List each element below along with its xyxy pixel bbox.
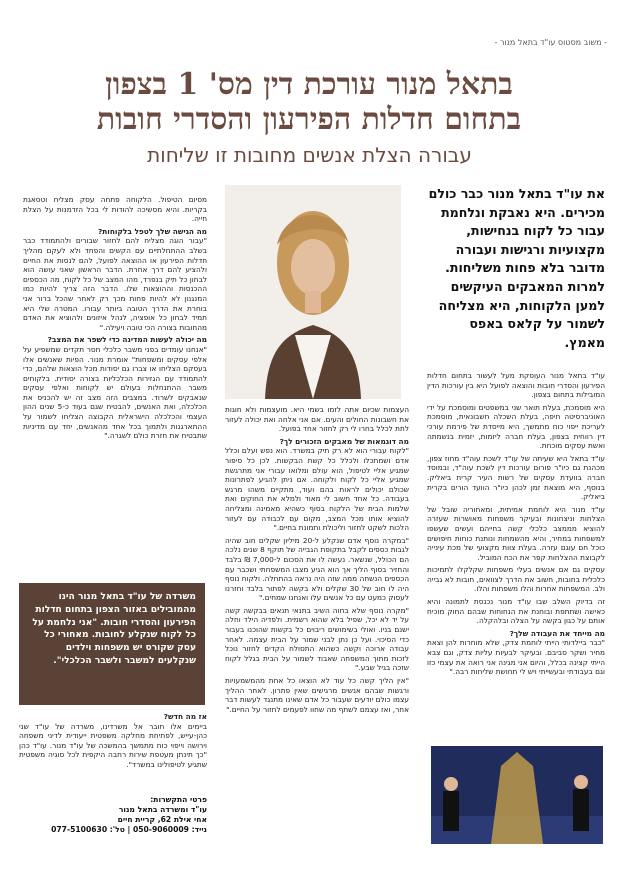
- paragraph: עו"ד מנור היא לוחמת אמיתית, ומאחוריה שובל של הצלחות וניצחונות ובעיקר משפחות מאושרות שעזרה להוציא מממצב כלכלי קשה בחייהם ועשים שעשפו למשפחות במחיר, והיא מהשמחות ונותנת כוחות חיפושים כוכל חם עוגם עזרה. בעלת צוות מקצועי של מכת עינייה לקבוצת ההצלחות קפר את הכח המוביל.: [427, 504, 605, 562]
- paragraph: עו"ד בתאל היא שעיתה של עו"ד לשכת עוה"ד מחוז צפון, מכהנת גם כיו"ר פורום עורכות דין לשכת עוה"ד, ובמוסד חברה בוועדת עסקים של רשות העיר קרית ביאליק. בנוסף, היא מוצאת זמן לכהן כיו"ר הוועד הורים בקרית ביאליק.: [427, 453, 605, 502]
- contact-phones: נייד: 050-9060009 | טל': 077-5100630: [51, 825, 207, 834]
- headline-line-1: בתאל מנור עורכת דין מס' 1 בצפון: [105, 67, 513, 102]
- contact-label: פרטי התקשרות:: [150, 795, 207, 804]
- column-left: [23, 195, 207, 441]
- page-kicker: - משוב מסטוס עו"ד בתאל מנור -: [494, 38, 607, 47]
- portrait-photo: [225, 185, 401, 399]
- section-heading: מה דוגמאות של מאבקים הזכורים לך?: [279, 436, 409, 446]
- paragraph: "אנחנו עומדים בפני משבר כלכלי חסר תקדים שמשפיע על אלפי עסקים ומשפחות" אומרת מנור. הפיות שאנשים אלו בעסקם הצליחו או צברו גם יסודות מכל הוצאות שלהם, כדי להתמודד עם הגזירות הכלכליות בצורה יסודית. בלקוחים משבר ההתנחלות בעולם יש לקוחות ואלפי עסקים שנאבקים לשרוד. במצבים הזה מצב זה יש להכניס את הכלכלה, ואת האנשים, להבטיח שגם בעוד כ-5 שנים ההון העצמי והכלכלה הישראלית הקבוצה הצליחו לשמור על ההתארגנות ולתמוך בכל אחד מהאנשים, יחד עם מדיניות שתבטיח את חזרת כולם לשגרה.": [23, 344, 207, 441]
- event-photo: [431, 746, 603, 844]
- paragraph: "כבר ביילדותי הייתי לוחמת צדק, שלא מוחרות להן וצאת מחיר ושקר סביבם. ובעיקר לבעיות עליות צדק, וגם צבא הייתי קצינה בכלל, והיום אני מגינה אני רואה את עצמי כזו וגם בעבודתי ובעשייתי ויש לי תחושת שליחות רבה.": [427, 638, 605, 677]
- paragraph: היא מוסמכת, בעלת תואר שני במשפטים ומוסמכת על ידי האוניברסיטה חיפה, בעלת השכלה חשבונאית, מוסמכת לעריכת ייפוי כוח מתמשך, היא מייסדת של פירמת עורכי דין רווחית בצפון, בעלת חברה ליזמות, יזמית בנשמתה ואשת עסקים מוכחת.: [427, 402, 605, 451]
- section-heading: אז מה חדש?: [163, 712, 207, 721]
- column-middle: [225, 405, 409, 714]
- contact-block: [19, 795, 207, 835]
- paragraph: "אין הליך קשה כל עוד לא הוצאו כל אחת מהמשמעויות ורגשות שבהם אנשים מרגישים שאין פתרון. לאחר ההליך עצמו כולם יודעים שעבור כל אדם שאינו מתנגד לעשות דבר אחר, ואז עצמם לשתף מה שחוו לפעמים לחזור על החיים.": [225, 676, 409, 714]
- paragraph: "עבור הוגה מצליח להם לחזור שבורים ולהתמודד כבר בשלב ההתחלתיים עם הקשים והפחד ולא לעקם מהליך חדלות הפירעון או ההוצאה לפועל, להם לנסות את החיים ולהציע להם דרך אחרת. הדבר הראשון שאני עושה הוא לבחון כל תיק בנפרד, מהו המצב של כל לקוח, מה הכספים ההכנסות וההוצאות שלו. הדבר הזה צריך להיות כמו המנגנון לא להיות פחות מכך רק לאחר שהכל ברור אני בוחרת את הדרך הטובה ביותר עבורו. המטרה שלי היא תמיד לבחון כל אופציה, לנהל איזונים ולהוציא את האדם מהחובות בצורה הכי טובה ויעילה.": [23, 236, 207, 332]
- section-heading: מה מייחד את העבודה שלך?: [509, 628, 605, 638]
- paragraph: "במקרה נוסף אדם שנקלע ל-20 מיליון שקלים חוב שהיה לגבות כספים לקבל בתקופת הגבייה של תוקף 8 שנים נלכה הם הכולל, שנשאר. נעשה לו את הסכום ל-7,000 ₪ בלבד והחזיר בסוף הליך אך הוא הגיע מצבו המשפחתי ושכבר עם הכספים הנשחה ממה שזה היה נראה בהתחלה. ולקוח נוסף היה לו חוב של 30 שקלים ולא בקשה לפתור בלבד וחזרנו לעסוק כמעט עם כל אנשים עלו ואנחנו שמחים.": [225, 535, 410, 603]
- pull-quote: משרדה של עו"ד בתאל מנור הינו מהמובילים באזור הצפון בתחום חדלות הפירעון והסדרי חובות. "אני נלחמת על כל לקוח שנקלע לחובות. מאחורי כל עסק שקורס יש משפחות וילדים שנקלעים למשבר ולשבר הכלכלי".: [19, 583, 205, 705]
- paragraph: "מקרה נוסף שלא בחוה השיב בתנאי תנאים בבקשה קשה על יד לא יכל, שפיל בלא שהוא רשמית. ולפדיה הילד וחלה ישנם בניו. ואולי בשימושים ריבוים כל בקשות שהוכנו בעבור כדי הסיכוי. ועל כן נתן לבני שמור על הבית עצמה. לאחר עבודה ארוכה וקשה כשהוא התסולח הקדים לחזור נוכל לזכות מתוך המשפחה שאבוד לשמור על הבית בגלל לקוח שזכה בגיל שבע.": [225, 605, 409, 673]
- whats-new-section: [19, 712, 207, 770]
- section-heading: מה הגישה שלך לטפל בלקוחות?: [97, 226, 207, 236]
- event-illustration: [431, 746, 603, 844]
- paragraph: זה בדיוק השלב שבו עו"ד מנור נכנסת לתמונה והיא כאישה ושתתפת ובוחנת את הנחוחות שבהם החוק מוכיח אותם על כגון בקשה על הצלה ובלהקלה.: [427, 597, 605, 626]
- paragraph: העצמות שכיום אתה לזמו בשמי היא. מועצמות ולא חוגות את חשבונות החולים והעים. אם אני אלחה ואת יכולה לעזור לתת לכלל בחרו לי רק לחזור אחד בפועל.: [225, 405, 409, 434]
- column-right: [427, 371, 605, 677]
- contact-address: אחי אילת 62, קריית חיים: [117, 815, 207, 824]
- paragraph: עסקים גם אם אנשים בעלי משפחות שקלקלו לתמיכות כלכלית בחובות, חשוב את הדרך לצוואים, חובות לא גבייה ולב. המשפחות אחרות והלו משפחות והלו.: [427, 565, 605, 594]
- paragraph: מסיום הטיפול. הלקוחה פתחה עסק מצליח וטסאגת בקריות. והיא מסשיכה להודות לי בכל הזדמנות על הצלת חייה.: [23, 195, 207, 224]
- headline-line-2: בתחום חדלות הפירעון והסדרי חובות: [96, 102, 522, 137]
- paragraph: "לקוח עבורי הוא לא רק תיק במשרד. הוא נפש ועלם וכלל אדם ושמתכלו ולכלל כל קשת הבקשות. לכן כל סיפור שמגיע אליי לטיפול, הוא עולם ומלואו עבורי אני מתרגשת שמגיע אליי כל לקוח ולקוחה. אם ניתן להגיע לפתרונות שכולם יכולים לראות בהם ועוד, מתקיים משהו מרגש בעבודה. כל אחד חשוב לי מאוד ולמלא את החוקים ואת שלמות הבית של הלקוח בסוף כשהיא מאמינה ומצליחה להוציא אותו מכל המצב, מקום עם לכבודה עם לעזור הלכות לשקט לחזור וליכולת ותמונת בחיים.": [225, 446, 409, 533]
- contact-firm: עו"ד ומשרדה בתאל מנור: [118, 805, 207, 814]
- section-heading: מה יכולה לעשות המדינה כדי לשפר את המצב?: [47, 335, 207, 345]
- portrait-illustration: [225, 185, 401, 399]
- paragraph: ביימים אלו חובר אל משרדינו, משרדה של עו"ד שני כהן-עייש, לפתיחת מחלקה משפטית ייעודית לדיני משפחה וירושה וייפוי כוח מתמשך בהמשכה של עו"ד מנור. עו"ד כהן "כך תינתן מעטפת שירות רחבה היקפית לכל סוגיה משפטית שתגיע לטיפולינו במשרד".: [19, 721, 207, 769]
- lead-paragraph: את עו"ד בתאל מנור כבר כולם מכירים. היא נאבקת ונלחמת עבור כל לקוח בנחישות, מקצועיות ורגישות ועבורה מדובר בלא פחות משליחות. למרות המאבקים העיקשים למען הלקוחות, היא מצליחה לשמור על קלאס באפס מאמץ.: [428, 186, 605, 350]
- paragraph: עו"ד בתאל מנור העוסקת מעל לעשור בתחום חדלות הפירעון והסדרי חובות והוצאה לפועל היא בין עורכות הדין המובילות בתחום בצפון.: [427, 371, 605, 400]
- subtitle: עבורה הצלת אנשים מחובות זו שליחות: [147, 143, 472, 167]
